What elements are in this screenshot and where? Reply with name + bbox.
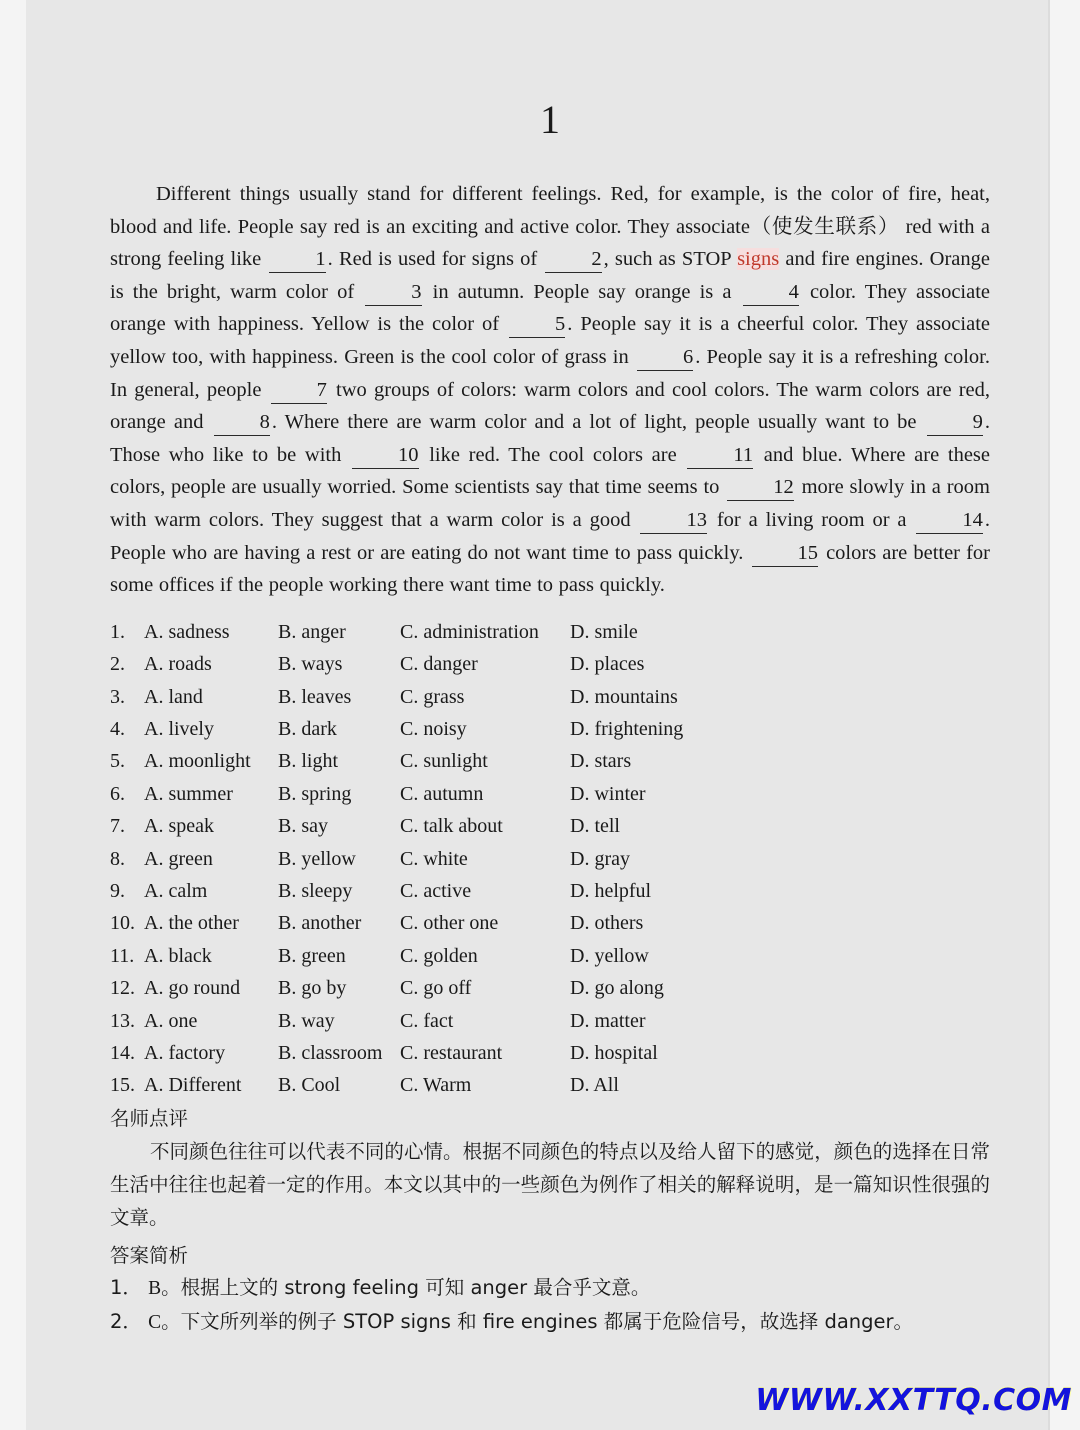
option-choice-b[interactable]: B. dark <box>278 717 337 740</box>
option-choice-c[interactable]: C. go off <box>400 977 472 1000</box>
option-choice-a[interactable]: A. moonlight <box>144 750 251 773</box>
cloze-blank-10[interactable]: 10 <box>352 442 419 469</box>
option-choice-d[interactable]: D. gray <box>570 847 630 870</box>
option-number: 7. <box>110 815 125 838</box>
option-choice-a[interactable]: A. lively <box>144 717 214 740</box>
option-choice-c[interactable]: C. golden <box>400 944 478 967</box>
highlighted-word: signs <box>737 248 780 271</box>
option-number: 12. <box>110 977 135 1000</box>
option-number: 5. <box>110 750 125 773</box>
option-choice-c[interactable]: C. noisy <box>400 717 467 740</box>
cloze-blank-8[interactable]: 8 <box>214 409 270 436</box>
cloze-passage: Different things usually stand for different feelings. Red, for example, is the color of fire, heat, blood and life. People say red is an exciting and active color. They associate（使发生联系） red with a strong feeling like 1. Red is used for signs of 2, such as STOP signs and fire engines. Orange is the bright, warm color of 3 in autumn. People say orange is a 4 color. They associate orange with happiness. Yellow is the color of 5. People say it is a cheerful color. They associate yellow too, with happiness. Green is the cool color of grass in 6. People say it is a refreshing color. In general, people 7 two groups of colors: warm colors and cool colors. The warm colors are red, orange and 8. Where there are warm color and a lot of light, people usually want to be 9. Those who like to be with 10 like red. The cool colors are 11 and blue. Where are these colors, people are usually worried. Some scientists say that time seems to 12 more slowly in a room with warm colors. They suggest that a warm color is a good 13 for a living room or a 14. People who are having a rest or are eating do not want time to pass quickly. 15 colors are better for some offices if the people working there want time to pass quickly. <box>110 183 991 597</box>
cloze-blank-15[interactable]: 15 <box>752 540 819 567</box>
option-choice-d[interactable]: D. tell <box>570 815 620 838</box>
option-row <box>110 778 990 810</box>
option-choice-a[interactable]: A. speak <box>144 815 214 838</box>
answer-analysis-heading: 答案简析 <box>110 1243 189 1267</box>
option-number: 10. <box>110 912 135 935</box>
answer-analysis-list <box>110 1271 990 1339</box>
page-title: 1 <box>540 97 560 142</box>
option-number: 3. <box>110 685 125 708</box>
options-list <box>110 616 990 1102</box>
cloze-blank-1[interactable]: 1 <box>269 246 325 273</box>
cloze-blank-11[interactable]: 11 <box>687 442 753 469</box>
option-number: 1. <box>110 620 125 643</box>
option-number: 13. <box>110 1009 135 1032</box>
cloze-blank-6[interactable]: 6 <box>637 344 693 371</box>
option-choice-a[interactable]: A. go round <box>144 977 241 1000</box>
option-number: 15. <box>110 1074 135 1097</box>
cloze-blank-14[interactable]: 14 <box>916 507 983 534</box>
option-choice-a[interactable]: A. calm <box>144 879 208 902</box>
option-row <box>110 616 990 648</box>
option-choice-a[interactable]: A. green <box>144 847 213 870</box>
option-choice-c[interactable]: C. restaurant <box>400 1042 503 1064</box>
option-choice-b[interactable]: B. green <box>278 944 346 967</box>
option-choice-d[interactable]: D. helpful <box>570 879 652 902</box>
option-row <box>110 745 990 777</box>
option-choice-d[interactable]: D. stars <box>570 750 632 773</box>
option-row <box>110 1037 990 1069</box>
option-choice-c[interactable]: C. talk about <box>400 815 503 838</box>
option-choice-d[interactable]: D. winter <box>570 782 646 805</box>
cloze-blank-4[interactable]: 4 <box>743 279 799 306</box>
option-choice-c[interactable]: C. active <box>400 879 472 902</box>
option-choice-c[interactable]: C. autumn <box>400 782 484 805</box>
option-choice-b[interactable]: B. leaves <box>278 685 352 708</box>
option-choice-c[interactable]: C. sunlight <box>400 750 488 773</box>
option-number: 4. <box>110 717 125 740</box>
answer-letter: C <box>148 1311 162 1333</box>
cloze-blank-12[interactable]: 12 <box>727 474 794 501</box>
page-content <box>110 0 990 1339</box>
answer-explanation: 下文所列举的例子 STOP signs 和 fire engines 都属于危险信号，故选择 danger。 <box>180 1309 914 1333</box>
option-choice-b[interactable]: B. ways <box>278 653 343 676</box>
option-choice-b[interactable]: B. yellow <box>278 847 356 870</box>
option-choice-b[interactable]: B. sleepy <box>278 879 353 902</box>
option-row <box>110 907 990 939</box>
option-choice-d[interactable]: D. smile <box>570 620 638 643</box>
answer-analysis-line <box>110 1271 990 1305</box>
option-choice-d[interactable]: D. go along <box>570 977 664 1000</box>
option-choice-b[interactable]: B. spring <box>278 782 352 805</box>
option-choice-b[interactable]: B. classroom <box>278 1042 383 1064</box>
scanned-page-body <box>26 0 1050 1430</box>
option-row <box>110 940 990 972</box>
answer-explanation: 根据上文的 strong feeling 可知 anger 最合乎文意。 <box>180 1275 651 1299</box>
option-row <box>110 1069 990 1101</box>
option-row <box>110 713 990 745</box>
answer-separator: 。 <box>161 1275 181 1299</box>
option-choice-c[interactable]: C. other one <box>400 912 499 935</box>
answer-analysis-line <box>110 1305 990 1339</box>
option-number: 8. <box>110 847 125 870</box>
option-row <box>110 648 990 680</box>
option-choice-a[interactable]: A. factory <box>144 1042 226 1064</box>
option-choice-d[interactable]: D. mountains <box>570 685 678 708</box>
option-choice-c[interactable]: C. grass <box>400 685 465 708</box>
option-choice-c[interactable]: C. administration <box>400 620 539 643</box>
option-choice-b[interactable]: B. way <box>278 1009 335 1032</box>
option-choice-d[interactable]: D. others <box>570 912 644 935</box>
cloze-blank-7[interactable]: 7 <box>271 377 327 404</box>
site-watermark: WWW.XXTTQ.COM <box>755 1383 1072 1418</box>
option-row <box>110 1005 990 1037</box>
option-choice-d[interactable]: D. All <box>570 1074 619 1097</box>
option-choice-a[interactable]: A. the other <box>144 912 239 935</box>
cloze-blank-5[interactable]: 5 <box>509 311 565 338</box>
option-row <box>110 972 990 1004</box>
commentary-heading: 名师点评 <box>110 1106 189 1130</box>
answer-separator: 。 <box>161 1309 181 1333</box>
cloze-blank-2[interactable]: 2 <box>545 246 601 273</box>
option-choice-a[interactable]: A. summer <box>144 782 233 805</box>
cloze-blank-9[interactable]: 9 <box>927 409 983 436</box>
option-choice-b[interactable]: B. say <box>278 815 328 838</box>
cloze-blank-3[interactable]: 3 <box>365 279 421 306</box>
option-choice-a[interactable]: A. black <box>144 944 212 967</box>
option-choice-a[interactable]: A. sadness <box>144 620 230 643</box>
option-row <box>110 875 990 907</box>
option-number: 9. <box>110 879 125 902</box>
option-choice-c[interactable]: C. fact <box>400 1009 454 1032</box>
option-number: 11. <box>110 944 135 967</box>
option-choice-b[interactable]: B. light <box>278 750 339 773</box>
option-choice-a[interactable]: A. roads <box>144 653 212 676</box>
option-row <box>110 810 990 842</box>
option-choice-b[interactable]: B. anger <box>278 620 346 643</box>
option-choice-a[interactable]: A. one <box>144 1009 198 1032</box>
option-number: 2. <box>110 653 125 676</box>
option-number: 6. <box>110 782 125 805</box>
option-row <box>110 843 990 875</box>
option-choice-b[interactable]: B. go by <box>278 977 347 1000</box>
option-choice-c[interactable]: C. Warm <box>400 1074 472 1097</box>
commentary-body: 不同颜色往往可以代表不同的心情。根据不同颜色的特点以及给人留下的感觉，颜色的选择在日常生活中往往也起着一定的作用。本文以其中的一些颜色为例作了相关的解释说明，是一篇知识性很强的文章。 <box>110 1139 990 1229</box>
option-choice-c[interactable]: C. white <box>400 847 468 870</box>
option-choice-a[interactable]: A. Different <box>144 1074 242 1097</box>
option-choice-d[interactable]: D. hospital <box>570 1042 658 1064</box>
option-number: 14. <box>110 1042 135 1064</box>
option-choice-b[interactable]: B. Cool <box>278 1074 341 1097</box>
option-choice-d[interactable]: D. frightening <box>570 717 684 740</box>
cloze-blank-13[interactable]: 13 <box>640 507 707 534</box>
option-choice-d[interactable]: D. yellow <box>570 944 649 967</box>
answer-letter: B <box>148 1277 162 1299</box>
option-choice-d[interactable]: D. matter <box>570 1009 646 1032</box>
option-choice-b[interactable]: B. another <box>278 912 362 935</box>
option-choice-d[interactable]: D. places <box>570 653 645 676</box>
answer-number: 2． <box>110 1309 142 1333</box>
answer-number: 1． <box>110 1275 142 1299</box>
option-choice-c[interactable]: C. danger <box>400 653 478 676</box>
option-choice-a[interactable]: A. land <box>144 685 203 708</box>
option-row <box>110 681 990 713</box>
